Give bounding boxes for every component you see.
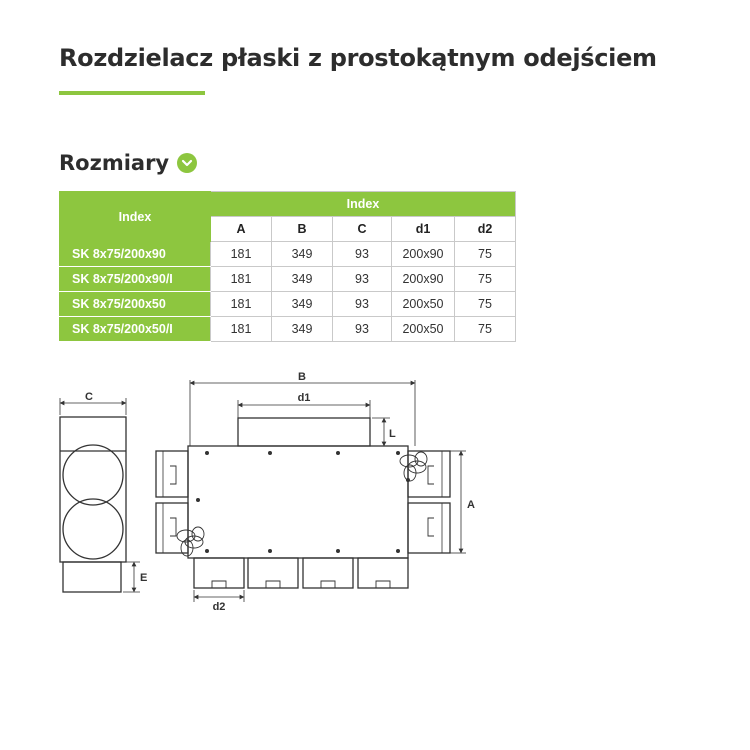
cell-d2: 75 [455, 317, 516, 342]
cell-c: 93 [333, 292, 392, 317]
label-d2: d2 [212, 601, 226, 613]
column-header-d1: d1 [392, 217, 455, 242]
label-a: A [467, 499, 475, 511]
cell-d1: 200x50 [392, 317, 455, 342]
cell-b: 349 [272, 242, 333, 267]
row-index: SK 8x75/200x90 [60, 242, 211, 267]
cell-d1: 200x90 [392, 267, 455, 292]
section-title: Rozmiary [59, 151, 170, 175]
cell-a: 181 [211, 242, 272, 267]
page-title: Rozdzielacz płaski z prostokątnym odejściem [59, 44, 657, 72]
cell-c: 93 [333, 267, 392, 292]
front-view [156, 380, 466, 602]
cell-c: 93 [333, 242, 392, 267]
row-index: SK 8x75/200x50 [60, 292, 211, 317]
cell-d1: 200x90 [392, 242, 455, 267]
cell-b: 349 [272, 292, 333, 317]
cell-b: 349 [272, 267, 333, 292]
index-group-header: Index [211, 192, 516, 217]
cell-c: 93 [333, 317, 392, 342]
cell-d2: 75 [455, 242, 516, 267]
column-header-c: C [333, 217, 392, 242]
column-header-d2: d2 [455, 217, 516, 242]
label-b: B [298, 371, 306, 383]
cell-a: 181 [211, 292, 272, 317]
side-view [60, 398, 140, 592]
cell-d2: 75 [455, 292, 516, 317]
rivets [196, 451, 410, 553]
label-c: C [85, 391, 93, 403]
row-index: SK 8x75/200x50/I [60, 317, 211, 342]
label-l: L [389, 428, 396, 440]
cell-d2: 75 [455, 267, 516, 292]
column-header-a: A [211, 217, 272, 242]
cell-a: 181 [211, 317, 272, 342]
index-column-header: Index [60, 192, 211, 242]
column-header-b: B [272, 217, 333, 242]
label-e: E [140, 572, 148, 584]
row-index: SK 8x75/200x90/I [60, 267, 211, 292]
label-d1: d1 [297, 392, 311, 404]
cell-d1: 200x50 [392, 292, 455, 317]
cell-b: 349 [272, 317, 333, 342]
cell-a: 181 [211, 267, 272, 292]
